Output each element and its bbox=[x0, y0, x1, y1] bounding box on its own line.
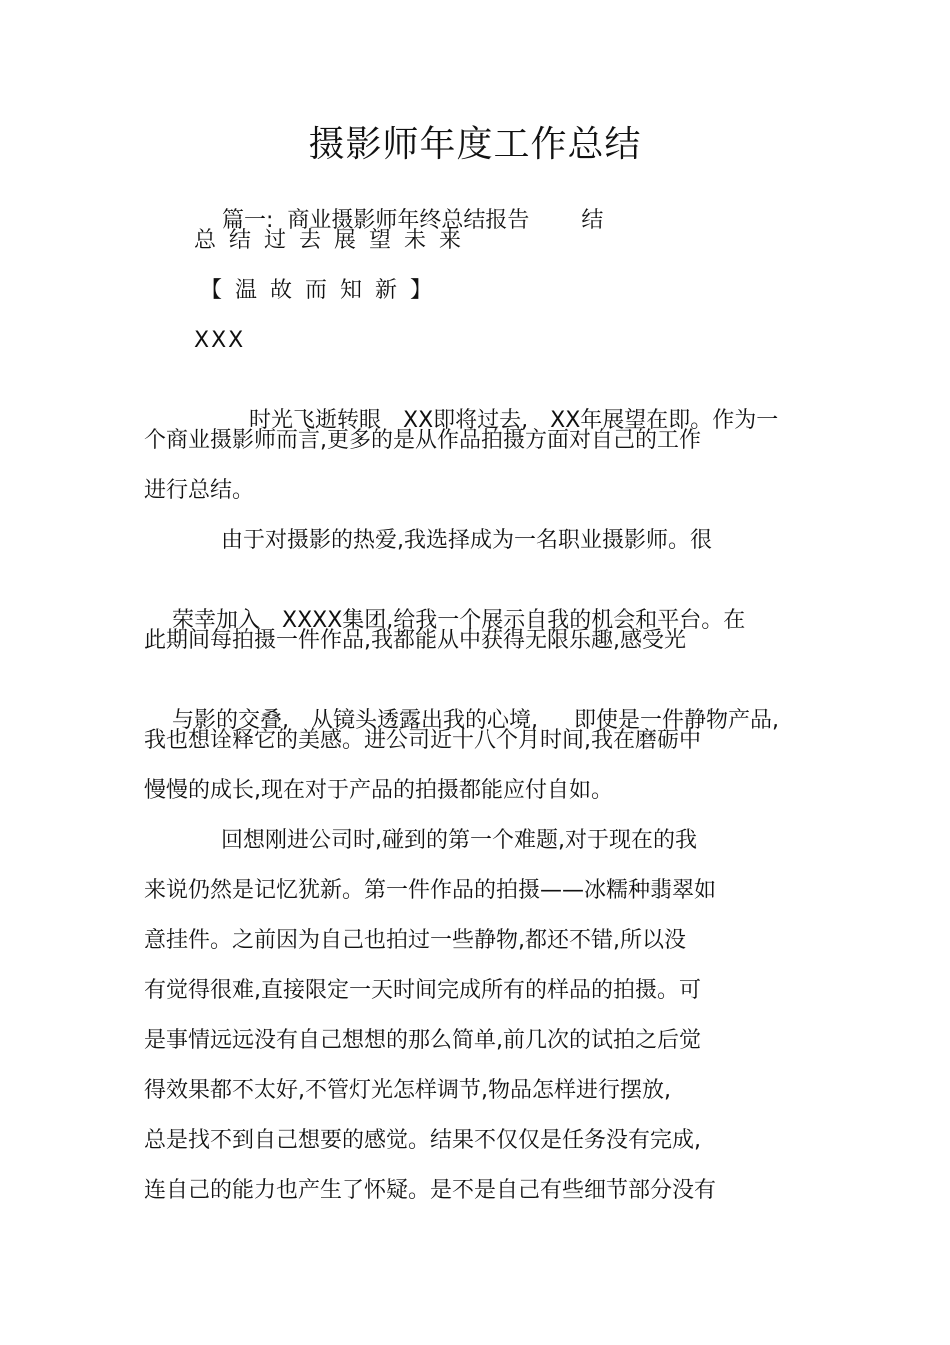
document-title: 摄影师年度工作总结 bbox=[308, 124, 642, 165]
paragraph2-line5: 我也想诠释它的美感。进公司近十八个月时间,我在磨砺中 bbox=[144, 728, 701, 753]
subtitle: 总结过去展望未来 bbox=[194, 228, 475, 253]
paragraph2-line6: 慢慢的成长,现在对于产品的拍摄都能应付自如。 bbox=[144, 778, 613, 803]
article-trailing-char: 结 bbox=[581, 208, 604, 233]
paragraph1-line2: 个商业摄影师而言,更多的是从作品拍摄方面对自己的工作 bbox=[144, 428, 701, 453]
paragraph2-line2-part-a: 荣幸加入 bbox=[171, 608, 260, 633]
paragraph1-line1-part-c: XX年展望在即。作为一 bbox=[550, 408, 779, 433]
paragraph3-line6: 得效果都不太好,不管灯光怎样调节,物品怎样进行摆放, bbox=[144, 1078, 671, 1103]
paragraph3-line7: 总是找不到自己想要的感觉。结果不仅仅是任务没有完成, bbox=[144, 1128, 701, 1153]
paragraph3-line3: 意挂件。之前因为自己也拍过一些静物,都还不错,所以没 bbox=[144, 928, 686, 953]
paragraph2-line1: 由于对摄影的热爱,我选择成为一名职业摄影师。很 bbox=[221, 528, 712, 553]
paragraph2-line2-part-b: XXXX集团,给我一个展示自我的机会和平台。在 bbox=[282, 608, 746, 633]
paragraph1-line1-part-b: XX即将过去, bbox=[403, 408, 529, 433]
motto: 【温故而知新】 bbox=[200, 278, 446, 303]
paragraph2-line4-part-a: 与影的交叠, bbox=[171, 708, 289, 733]
paragraph3-line4: 有觉得很难,直接限定一天时间完成所有的样品的拍摄。可 bbox=[144, 978, 701, 1003]
paragraph2-line4-part-c: 即使是一件静物产品, bbox=[573, 708, 779, 733]
paragraph2-line4-part-b: 从镜头透露出我的心境, bbox=[310, 708, 538, 733]
paragraph3-line5: 是事情远远没有自己想想的那么简单,前几次的试拍之后觉 bbox=[144, 1028, 701, 1053]
paragraph3-line2: 来说仍然是记忆犹新。第一件作品的拍摄——冰糯种翡翠如 bbox=[144, 878, 717, 903]
paragraph1-line1-part-a: 时光飞逝转眼 bbox=[248, 408, 381, 433]
paragraph3-line8: 连自己的能力也产生了怀疑。是不是自己有些细节部分没有 bbox=[144, 1178, 717, 1203]
article-label: 篇一: 商业摄影师年终总结报告 bbox=[221, 208, 530, 233]
paragraph3-line1: 回想刚进公司时,碰到的第一个难题,对于现在的我 bbox=[221, 828, 697, 853]
paragraph1-line3: 进行总结。 bbox=[144, 478, 255, 503]
paragraph2-line3: 此期间每拍摄一件作品,我都能从中获得无限乐趣,感受光 bbox=[144, 628, 686, 653]
author: XXX bbox=[194, 328, 246, 353]
